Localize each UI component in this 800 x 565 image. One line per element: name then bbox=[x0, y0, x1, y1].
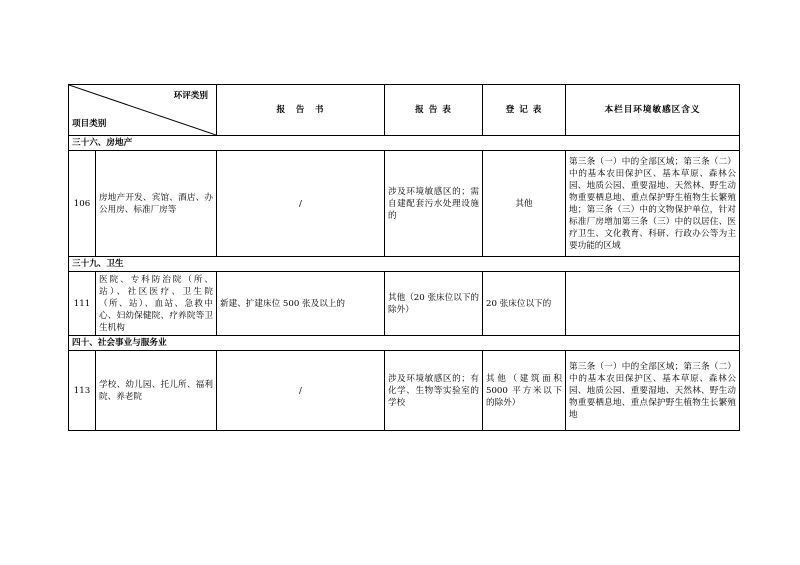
sensitive-area-cell: 第三条（一）中的全部区域；第三条（二）中的基本农田保护区、基本草原、森林公园、地质公园、重要湿地、天然林、野生动物重要栖息地、重点保护野生植物生长繁殖地；第三条（三）中的文物保护单位，针对标准厂房增加第三条（三）中的以居住、医疗卫生、文化教育、科研、行政办公等为主要功能的区域 bbox=[566, 151, 740, 257]
section-row bbox=[69, 136, 740, 151]
row-number: 113 bbox=[69, 351, 96, 431]
header-env-category: 环评类别 bbox=[173, 91, 208, 101]
section-row bbox=[69, 336, 740, 351]
report-table-cell: 涉及环境敏感区的；需自建配套污水处理设施的 bbox=[385, 151, 483, 257]
sensitive-area-cell: 第三条（一）中的全部区域；第三条（二）中的基本农田保护区、基本草原、森林公园、地质公园、重要湿地、天然林、野生动物重要栖息地、重点保护野生植物生长繁殖地 bbox=[566, 351, 740, 431]
diagonal-header-cell bbox=[69, 85, 217, 136]
report-table-cell: 涉及环境敏感区的；有化学、生物等实验室的学校 bbox=[385, 351, 483, 431]
sensitive-area-cell bbox=[566, 272, 740, 336]
project-category-cell: 房地产开发、宾馆、酒店、办公用房、标准厂房等 bbox=[96, 151, 217, 257]
project-category-cell: 学校、幼儿园、托儿所、福利院、养老院 bbox=[96, 351, 217, 431]
table-row bbox=[69, 151, 740, 257]
registration-cell: 其他 bbox=[483, 151, 566, 257]
header-report-book: 报 告 书 bbox=[217, 85, 385, 136]
report-book-cell: 新建、扩建床位 500 张及以上的 bbox=[217, 272, 385, 336]
row-number: 106 bbox=[69, 151, 96, 257]
section-row bbox=[69, 257, 740, 272]
environmental-classification-table bbox=[68, 84, 740, 431]
project-category-cell: 医院、专科防治院（所、站）、社区医疗、卫生院（所、站）、血站、急救中心、妇幼保健院、疗养院等卫生机构 bbox=[96, 272, 217, 336]
registration-cell: 20 张床位以下的 bbox=[483, 272, 566, 336]
table-header-row bbox=[69, 85, 740, 136]
header-project-category: 项目类别 bbox=[72, 119, 107, 129]
header-registration-table: 登 记 表 bbox=[483, 85, 566, 136]
row-number: 111 bbox=[69, 272, 96, 336]
section-title: 三十六、房地产 bbox=[69, 136, 740, 151]
section-title: 四十、社会事业与服务业 bbox=[69, 336, 740, 351]
header-report-table: 报 告 表 bbox=[385, 85, 483, 136]
report-table-cell: 其他（20 张床位以下的除外） bbox=[385, 272, 483, 336]
section-title: 三十九、卫生 bbox=[69, 257, 740, 272]
report-book-cell: / bbox=[217, 151, 385, 257]
table-row bbox=[69, 351, 740, 431]
header-sensitive-area-meaning: 本栏目环境敏感区含义 bbox=[566, 85, 740, 136]
table-row bbox=[69, 272, 740, 336]
report-book-cell: / bbox=[217, 351, 385, 431]
registration-cell: 其他（建筑面积 5000 平方米以下的除外） bbox=[483, 351, 566, 431]
